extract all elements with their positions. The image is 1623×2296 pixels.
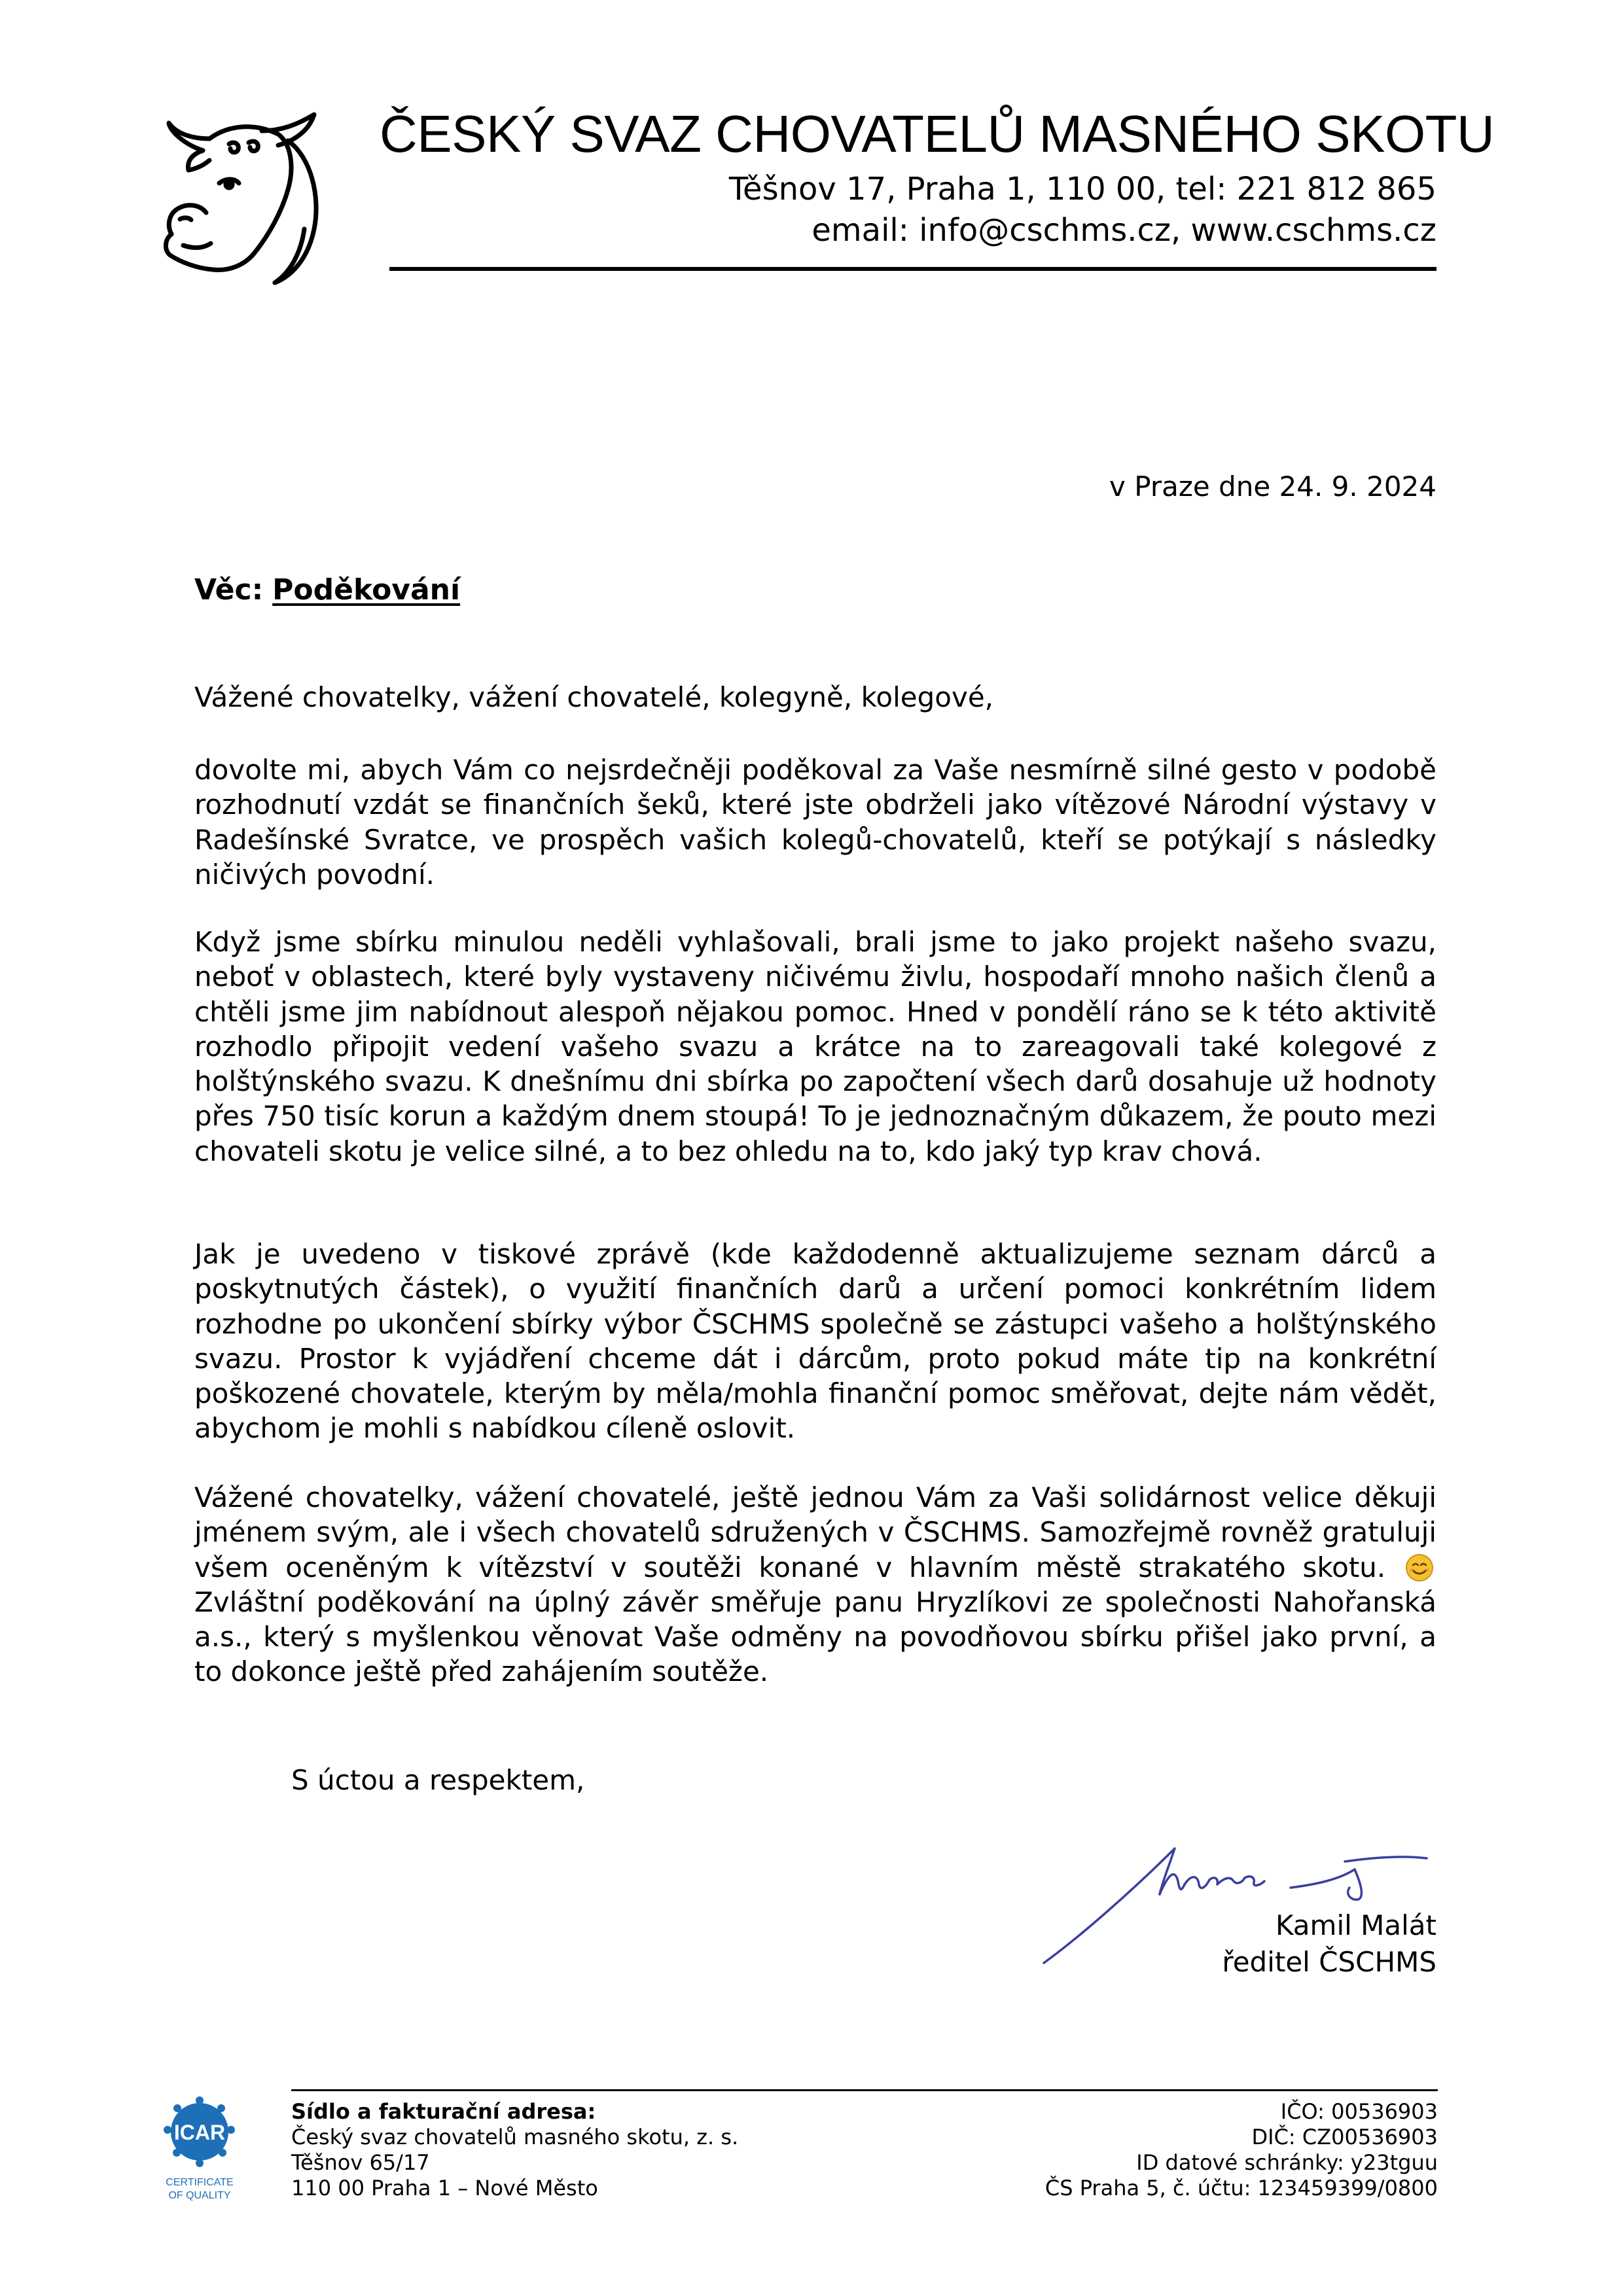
paragraph-4-part-2: Zvláštní poděkování na úplný závěr směřuje panu Hryzlíkovi ze společnosti Nahořanská a.s., který s myšlenkou věnovat Vaše odměny na povodňovou sbírku přišel jako první, a to dokonce ještě před zahájením soutěže.: [194, 1585, 1436, 1688]
footer-address-heading: Sídlo a fakturační adresa:: [291, 2099, 596, 2124]
footer-ico: IČO: 00536903: [1280, 2099, 1438, 2124]
subject-label: Věc:: [194, 573, 264, 607]
paragraph-1: dovolte mi, abych Vám co nejsrdečněji poděkoval za Vaše nesmírně silné gesto v podobě rozhodnutí vzdát se finančních šeků, které jste obdrželi jako vítězové Národní výstavy v Radešínské Svratce, ve prospěch vašich kolegů-chovatelů, kteří se potýkají s následky ničivých povodní.: [194, 754, 1436, 891]
organization-name: ČESKÝ SVAZ CHOVATELŮ MASNÉHO SKOTU: [380, 105, 1495, 163]
footer-address: [291, 2099, 738, 2201]
icar-certificate-logo: [156, 2094, 244, 2205]
paragraph-4-part-1: Vážené chovatelky, vážení chovatelé, ještě jednou Vám za Vaši solidárnost velice děkuji jménem svým, ale i všech chovatelů sdružených v ČSCHMS. Samozřejmě rovněž gratuluji všem oceněným k vítězství v soutěži konané v hlavním městě strakatého skotu.: [194, 1481, 1436, 1583]
footer-address-line: 110 00 Praha 1 – Nové Město: [291, 2176, 598, 2200]
letter-subject: [194, 573, 461, 607]
icar-logo-text: ICAR: [173, 2121, 226, 2144]
signer-name: Kamil Malát: [1275, 1909, 1436, 1941]
bull-head-logo-icon: [157, 105, 330, 288]
signer-role: ředitel ČSCHMS: [1222, 1946, 1436, 1978]
letter-greeting: Vážené chovatelky, vážení chovatelé, kolegyně, kolegové,: [194, 681, 994, 713]
paragraph-2: Když jsme sbírku minulou neděli vyhlašovali, brali jsme to jako projekt našeho svazu, neboť v oblastech, které byly vystaveny ničivému živlu, hospodaří mnoho našich členů a chtěli jsme jim nabídnout alespoň nějakou pomoc. Hned v pondělí ráno se k této aktivitě rozhodlo připojit vedení vašeho svazu a krátce na to zareagovali také kolegové z holštýnského svazu. K dnešnímu dni sbírka po započtení všech darů dosahuje už hodnoty přes 750 tisíc korun a každým dnem stoupá! To je jednoznačným důkazem, že pouto mezi chovateli skotu je velice silné, a to bez ohledu na to, kdo jaký typ krav chová.: [194, 926, 1436, 1167]
footer-dic: DIČ: CZ00536903: [1251, 2125, 1438, 2149]
footer-data-box-id: ID datové schránky: y23tguu: [1136, 2150, 1438, 2175]
organization-address: Těšnov 17, Praha 1, 110 00, tel: 221 812 865: [728, 171, 1436, 207]
subject-text: Poděkování: [272, 573, 461, 607]
paragraph-4: [194, 1480, 1436, 1689]
smiley-icon: [1405, 1553, 1434, 1582]
footer-bank-account: ČS Praha 5, č. účtu: 123459399/0800: [1044, 2176, 1438, 2200]
icar-cert-line-1: CERTIFICATE: [166, 2177, 234, 2188]
icar-cert-line-2: OF QUALITY: [168, 2190, 231, 2201]
footer-divider: [291, 2089, 1438, 2091]
letter-date: v Praze dne 24. 9. 2024: [1109, 470, 1436, 503]
organization-contact: email: info@cschms.cz, www.cschms.cz: [812, 212, 1436, 249]
paragraph-3: Jak je uvedeno v tiskové zprávě (kde každodenně aktualizujeme seznam dárců a poskytnutých částek), o využití finančních darů a určení pomoci konkrétním lidem rozhodne po ukončení sbírky výbor ČSCHMS společně se zástupci vašeho a holštýnského svazu. Prostor k vyjádření chceme dát i dárcům, proto pokud máte tip na konkrétní poškozené chovatele, kterým by měla/mohla finanční pomoc směřovat, dejte nám vědět, abychom je mohli s nabídkou cíleně oslovit.: [194, 1238, 1436, 1445]
letter-closing: S úctou a respektem,: [291, 1764, 585, 1796]
footer-address-line: Český svaz chovatelů masného skotu, z. s.: [291, 2125, 739, 2149]
header-divider: [389, 267, 1436, 271]
footer-address-line: Těšnov 65/17: [291, 2150, 430, 2175]
footer-registration: [1045, 2099, 1438, 2201]
